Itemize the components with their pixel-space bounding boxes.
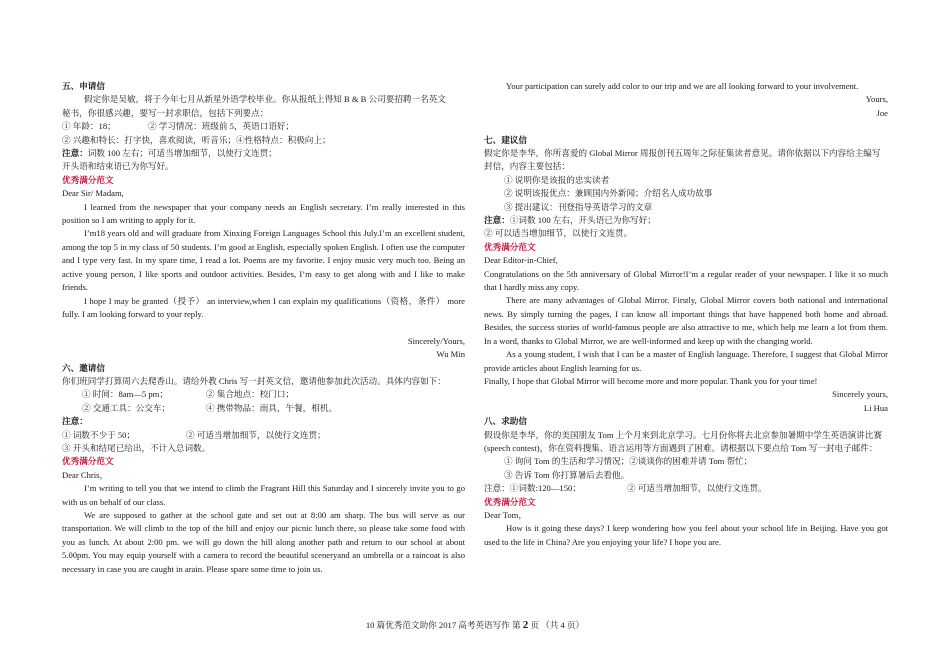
page-footer: [0, 619, 950, 631]
model-essay-label: 优秀满分范文: [484, 241, 536, 252]
page-count: 页 （共 4 页）: [530, 620, 585, 630]
section-heading: 七、建议信: [484, 134, 527, 145]
section-heading: 五、申请信: [62, 81, 105, 91]
note: 注意：词数 100 左右；可适当增加细节，以使行文连贯；: [62, 148, 277, 159]
task-text: 你们班同学打算周六去爬香山。请给外教 Chris 写一封英文信，邀请他参加此次活动。具体内容如下：: [62, 375, 446, 386]
model-essay-label: 优秀满分范文: [484, 496, 536, 507]
letter-paragraph: I hope I may be granted（授予） an interview,when I can explain my qualifications（资格，条件） more fully. I am looking forward to your reply.: [62, 295, 465, 319]
letter-closing: Sincerely yours,: [832, 389, 888, 400]
model-essay-label: 优秀满分范文: [62, 456, 114, 467]
note: 注意：①词数 100 左右，开头语已为你写好；: [484, 215, 656, 226]
page-number: 2: [522, 619, 529, 631]
section-invitation-letter-continued: [484, 80, 888, 120]
section-application-letter: [62, 80, 465, 362]
letter-paragraph: Congratulations on the 5th anniversary of Global Mirror!I’m a regular reader of your newspaper. I like it so much that I hardly miss any copy.: [484, 268, 888, 293]
letter-paragraph: Finally, I hope that Global Mirror will become more and more popular. Thank you for your time!: [484, 375, 818, 386]
letter-greeting: Dear Chris，: [62, 469, 109, 480]
note: 开头语和结束语已为你写好。: [62, 161, 174, 172]
letter-paragraph: There are many advantages of Global Mirror. Firstly, Global Mirror covers both national and international news. By simply turning the pages, I can know all important things that have happened both home and abroad. Besides, the success stories of world-famous people are also attractive to me, which help me learn a lot from them. In a word, thanks to Global Mirror, we are well-informed and keep up with the changing world.: [484, 295, 888, 346]
letter-greeting: Dear Sir/ Madam,: [62, 188, 124, 199]
note-label: 注意：: [62, 416, 88, 427]
task-text: 假定你是吴敏，将于今年七月从新星外语学校毕业。你从报纸上得知 B & B 公司要招聘一名英文: [84, 94, 446, 105]
task-point: ① 询问 Tom 的生活和学习情况；②谈谈你的困难并请 Tom 帮忙；: [504, 456, 753, 467]
section-suggestion-letter: [484, 134, 888, 416]
task-text: 秘书，你很感兴趣，要写一封求职信，包括下列要点：: [62, 107, 269, 118]
letter-signature: Li Hua: [863, 402, 888, 413]
task-text: 假设你是李华，你的美国朋友 Tom 上个月来到北京学习。七月份你将去北京参加暑期中学生英语演讲比赛 (speech contest)，你在资料搜集、语言运用等方面遇到了困难。请根据以下要点给 Tom 写一封电子邮件：: [484, 429, 883, 453]
task-point: ② 说明该报优点：兼顾国内外新闻；介绍名人成功故事: [504, 188, 713, 199]
letter-paragraph: I learned from the newspaper that your company needs an English secretary. I’m really interested in this position so I am writing to apply for it.: [62, 201, 465, 226]
letter-signature: Wu Min: [436, 349, 465, 360]
task-text: 假定你是李华，你所喜爱的 Global Mirror 周报创刊五周年之际征集读者意见。请你依据以下内容给主编写封信，内容主要包括：: [484, 148, 881, 172]
footer-title: 10 篇优秀范文助你 2017 高考英语写作 第: [365, 620, 521, 630]
letter-greeting: Dear Editor-in-Chief,: [484, 255, 558, 266]
task-point: ③ 提出建议：刊登指导英语学习的文章: [504, 201, 653, 212]
note: ③ 开头和结尾已给出，不计入总词数。: [62, 442, 211, 453]
letter-paragraph: As a young student, I wish that I can be a master of English language. Therefore, I suggest that Global Mirror provide articles about English learning for us.: [484, 349, 888, 373]
model-essay-label: 优秀满分范文: [62, 174, 114, 185]
note: 注意：①词数:120—150； ② 可适当增加细节，以使行文连贯。: [484, 483, 767, 494]
letter-signature: Joe: [876, 107, 888, 118]
letter-closing: Sincerely/Yours,: [407, 335, 465, 346]
task-point: ① 时间：8am—5 pm； ② 集合地点：校门口；: [82, 389, 295, 400]
note: ② 可以适当增加细节，以使行文连贯。: [484, 228, 633, 239]
letter-paragraph: How is it going these days? I keep wondering how you feel about your school life in Beijing. Have you got used to the life in China? Are you enjoying your life? I hope you are.: [484, 523, 888, 547]
left-column: [62, 80, 465, 576]
right-column: [484, 80, 888, 549]
note: ① 词数不少于 50； ② 可适当增加细节，以使行文连贯；: [62, 429, 326, 440]
letter-closing: Yours,: [865, 94, 888, 105]
section-heading: 八、求助信: [484, 416, 527, 427]
letter-paragraph: I’m18 years old and will graduate from Xinxing Foreign Languages School this July.I’m an excellent student, among the top 5 in my class of 50 students. I’m good at English, especially spoken English. I often use the computer and I type very fast. In my spare time, I read a lot. Poems are my favorite. I enjoy music very much too. Being an active young person, I like sports and outdoor activities. Besides, I’m easy to get along with and I like to make friends.: [62, 228, 465, 293]
task-point: ① 说明你是该报的忠实读者: [504, 174, 610, 185]
letter-greeting: Dear Tom，: [484, 509, 527, 520]
task-point: ② 兴趣和特长：打字快，喜欢阅读，听音乐；④性格特点：积极向上；: [62, 134, 331, 145]
section-invitation-letter: [62, 362, 465, 577]
letter-paragraph: I’m writing to tell you that we intend to climb the Fragrant Hill this Saturday and I sincerely invite you to go with us on behalf of our class.: [62, 483, 465, 507]
task-point: ① 年龄：18； ② 学习情况：班级前 5，英语口语好；: [62, 121, 295, 132]
task-point: ③ 告诉 Tom 你打算暑后去看他。: [504, 469, 630, 480]
section-heading: 六、邀请信: [62, 362, 105, 373]
task-point: ② 交通工具：公交车； ④ 携带物品：雨具，午餐，相机。: [82, 402, 338, 413]
section-help-letter: [484, 415, 888, 549]
letter-paragraph: We are supposed to gather at the school gate and set out at 8:00 am sharp. The bus will serve as our transportation. We will climb to the top of the hill and enjoy our picnic lunch there, so please take some food with you as lunch. At about 2:00 pm. we will go down the hill along another path and return to our school at about 5.00pm. You may equip yourself with a camera to record the beautiful sceneryand an umbrella or a raincoat is also necessary in case you are caught in arain. Please spare some time to join us.: [62, 509, 465, 574]
letter-paragraph: Your participation can surely add color to our trip and we are all looking forward to your involvement.: [506, 81, 859, 91]
